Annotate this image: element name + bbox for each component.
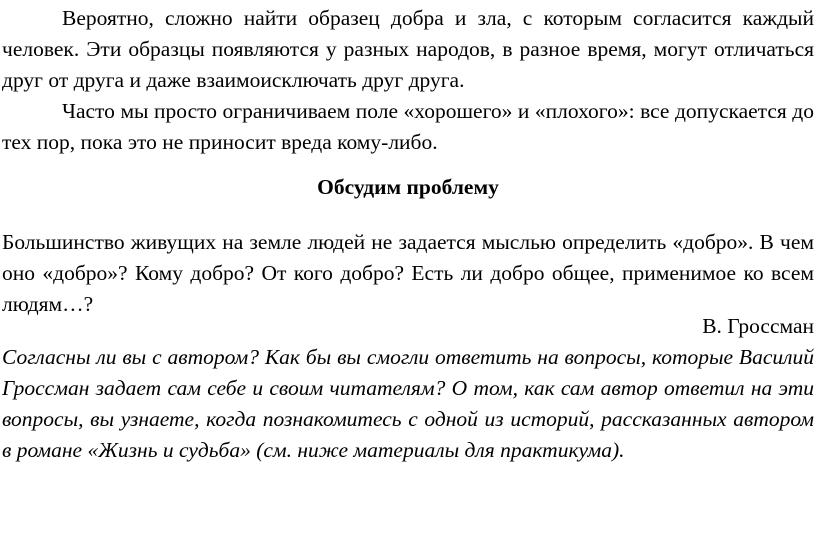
quote-author: В. Гроссман: [702, 314, 814, 338]
second-paragraph: Часто мы просто ограничиваем поле «хорошего» и «плохого»: все допускается до тех пор, пока это не приносит вреда кому-либо.: [2, 99, 814, 154]
italic-question-paragraph: Согласны ли вы с автором? Как бы вы смогли ответить на вопросы, которые Василий Гроссман задает сам себе и своим читателям? О том, как сам автор ответил на эти вопросы, вы узнаете, когда познакомитесь с одной из историй, рассказанных автором в романе «Жизнь и судьба» (см. ниже материалы для практикума).: [2, 345, 814, 462]
quote-paragraph: Большинство живущих на земле людей не задается мыслью определить «добро». В чем оно «добро»? Кому добро? От кого добро? Есть ли добро общее, применимое ко всем людям…?: [2, 230, 814, 316]
section-heading: Обсудим проблему: [317, 175, 499, 199]
intro-paragraph: Вероятно, сложно найти образец добра и зла, с которым согласится каждый человек. Эти образцы появляются у разных народов, в разное время, могут отличаться друг от друга и даже взаимоисключать друг друга.: [2, 6, 814, 92]
